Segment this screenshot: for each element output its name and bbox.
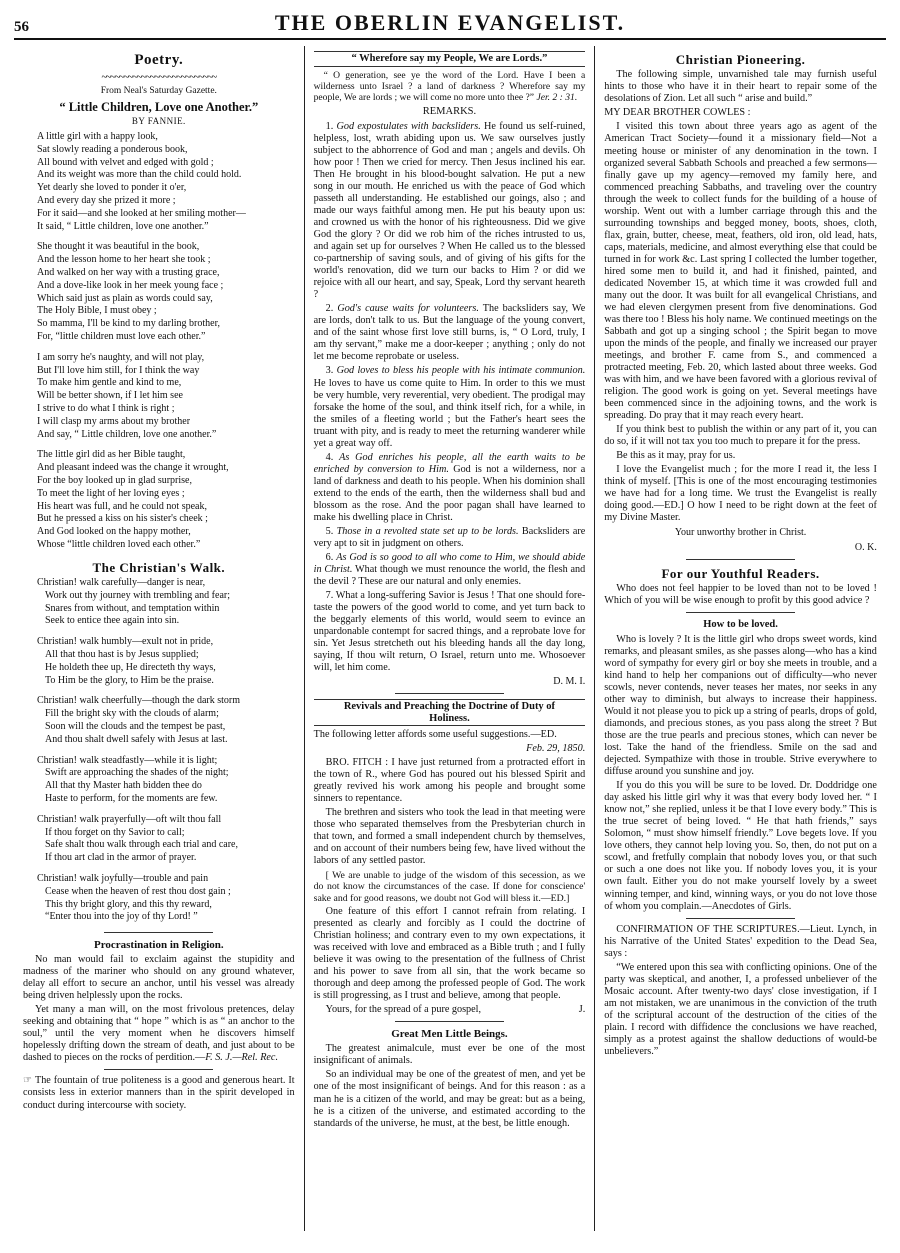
poem-line: This thy bright glory, and this thy reward, xyxy=(45,898,212,910)
revivals-para-3: One feature of this effort I cannot refrain from relating. I presented as clearly and forcibly as I could the doctrine of Christian holiness; and contrary even to my own expectations, it was received with love and embraced as a Bible truth ; and I fully believe it was owing to the presentation of the fullness of Christ and his power to save from all sin, that the work became so thorough and deep among the professed people of God. The work is still progressing, as I trust and believe, among that people. xyxy=(313,906,586,1002)
poem-line: And walked on her way with a trusting grace, xyxy=(37,267,220,279)
hand-pointer-icon: ☞ xyxy=(23,1075,32,1087)
poem-line: If thou forget on thy Savior to call; xyxy=(45,826,185,838)
poem-line: And its weight was more than the child could hold. xyxy=(37,169,242,181)
poem-stanza xyxy=(37,814,295,865)
poem-line: Christian! walk steadfastly—while it is light; xyxy=(37,754,218,766)
divider xyxy=(686,918,795,919)
item-lead: God's cause waits for volunteers. xyxy=(337,303,479,315)
poem-line: Fill the bright sky with the clouds of alarm; xyxy=(45,708,219,720)
poem-line: Christian! walk cheerfully—though the dark storm xyxy=(37,695,241,707)
masthead xyxy=(14,10,886,40)
item-text: What a long-suffering Savior is Jesus ! That one should fore-taste the powers of the good world to come, and yet turn back to the beggarly elements of this world, would seem to evince an unpardonable contempt for sacred things, and a reprobate love for sin. Yet Jesus stretcheth out his bleeding hands all the day long, saying, If thou wilt return, O Israel, return unto me. Whosoever will, let him come. xyxy=(313,590,586,674)
item-text: Backsliders are very apt to sit in judgment on others. xyxy=(313,525,586,549)
epigraph xyxy=(314,70,586,104)
poem-stanza xyxy=(37,131,295,233)
item-number: 6. xyxy=(325,551,334,563)
procrastination-heading: Procrastination in Religion. xyxy=(93,939,224,952)
item-lead: God expostulates with backsliders. xyxy=(336,120,481,132)
poem-byline: BY FANNIE. xyxy=(131,116,186,127)
poem-line: I strive to do what I think is right ; xyxy=(37,402,175,414)
revivals-heading-line1: Revivals and Preaching the Doctrine of Duty of xyxy=(343,701,556,713)
christian-pioneering-heading: Christian Pioneering. xyxy=(675,52,806,67)
confirmation-heading: CONFIRMATION OF THE SCRIPTURES. xyxy=(616,923,800,935)
item-text: God is not a wilderness, nor a land of darkness and death to his people. When his dominion shall extend to the ends of the earth, then the wilderness shall bud and blossom as the rose. And the poor pagan shall have learned to make his dwelling place in Christ. xyxy=(313,463,586,523)
poem-line: And a dove-like look in her meek young face ; xyxy=(37,279,224,291)
poem-line: To make him gentle and kind to me, xyxy=(37,377,182,389)
poem-stanza xyxy=(37,873,295,924)
procrastination-para-1: No man would fail to exclaim against the stupidity and madness of the mariner who should on any ground whatever, delay all effort to secure an anchor, until his vessel was already being driven helplessly upon the rocks. xyxy=(23,954,295,1002)
poem-line: Snares from without, and temptation within xyxy=(45,602,220,614)
poem-line: All bound with velvet and edged with gold ; xyxy=(37,156,214,168)
column-3 xyxy=(595,46,886,1231)
poem-line: But he pressed a kiss on his sister's cheek ; xyxy=(37,513,208,525)
remark-item-6 xyxy=(314,552,586,588)
poem-line: “Enter thou into the joy of thy Lord! ” xyxy=(45,911,198,923)
divider xyxy=(686,612,795,613)
politeness-text: The fountain of true politeness is a good and generous heart. It consists less in exterior manners than in the spirit developed in conduct during intercourse with society. xyxy=(23,1075,295,1111)
poem-line: Swift are approaching the shades of the night; xyxy=(45,767,229,779)
poem-line: And God looked on the happy mother, xyxy=(37,526,191,538)
poem-line: The little girl did as her Bible taught, xyxy=(37,449,186,461)
revivals-signature: J. xyxy=(578,1004,586,1016)
poem-stanza xyxy=(37,449,295,551)
divider xyxy=(686,559,795,560)
item-number: 1. xyxy=(325,120,334,132)
item-text: He loves to have us come quite to Him. In order to this we must be very humble, very reverential, very obedient. The prodigal may forsake the home of the soul, and think itself rich, for a while, in the smiles of a fleeting world ; but the Father's heart sees the truant with pity, and is ready to meet the returning wanderer while yet a great way off. xyxy=(313,377,586,449)
revivals-para-1: BRO. FITCH : I have just returned from a protracted effort in the town of R., where God has poured out his blessed Spirit and greatly revived his work among his people and brought some sinners to repentance. xyxy=(313,757,586,805)
item-number: 5. xyxy=(325,525,334,537)
poem-christians-walk xyxy=(37,577,295,924)
remark-item-2 xyxy=(314,303,586,363)
revivals-closing xyxy=(314,1004,586,1016)
item-text: What though we must renounce the world, the flesh and the devil ? These are our natural and only enemies. xyxy=(313,563,586,588)
poem-line: To Him be the glory, to Him be the praise. xyxy=(45,674,214,686)
poem-line: Whose “little children loved each other.” xyxy=(37,538,201,550)
item-text: He found us self-ruined, helpless, lost, wrath abiding upon us. We saw ourselves justly subject to the abhorrence of God and man ; angels and devils. Oh how poor ! Then we cried for mercy. Then Jesus inclined his ear. Then He brought in his blood-bought salvation. He put a new song in our mouth. He enriched us with the peace of God which passeth all understanding. He established our goings, also ; and made our ways faithful among men. He put his beauty upon us: and crowned us with the honor of his righteousness. Did we give God the glory ? Or did we rob him of the riches intrusted to us, and again set up for ourselves ? When He called us to the blessed co-partnership of saving souls, and of giving of his gifts for the world's renovation, did we turn our backs to Him ? or did we rejoice with all our heart, and say, Speak, Lord thy servant heareth ? xyxy=(313,120,586,301)
poem-line: For it said—and she looked at her smiling mother— xyxy=(37,207,246,219)
poem-line: Haste to perform, for the moments are few. xyxy=(45,793,218,805)
poem-credit: From Neal's Saturday Gazette. xyxy=(100,86,217,97)
remark-item-1 xyxy=(314,121,586,301)
revivals-editor-note: [ We are unable to judge of the wisdom of this secession, as we do not know the circumstances of the case. If done for conscience' sake and for good reasons, we doubt not God will bless it.—ED.] xyxy=(313,869,586,904)
remark-item-3 xyxy=(314,365,586,449)
poem-line: Cease when the heaven of rest thou dost gain ; xyxy=(45,885,231,897)
remark-item-4 xyxy=(314,452,586,524)
pioneering-body: I visited this town about three years ago as agent of the American Tract Society—found it a missionary field—Not a meeting house or minister of any denomination in the town. I organized several Sabbath Schools and preached a few sermons—finally gave up my agency—removed my family here, and commenced preaching Sabbaths, and traveling over the country through the week to collect funds for the building of a house of worship. Went out with a lumber carriage through this and the surrounding townships and begged money, boots, shoes, cloth, flax, grain, butter, cheese, meat, feathers, old iron, old lead, hats, caps, materials, medicine, and almost everything else that could be turned in for work &c. Last spring I collected the lumber together, hired some men to build it, and had it finished, painted, and dedicated November 15, at which time it was crowded full and many out the door. It was built for all evangelical Christians, and we had eleven clergymen present from five denominations. God was there too ! Bless his holy name. We continued meetings on the Sabbath and got up a singing school ; the Spirit began to move upon the minds of the people, and finally we increased our prayer meetings, and brother F. came from S., and commenced a protracted meeting, Feb. 20, which lasted about three weeks. God was with him, and we have been favored with a glorious revival of religion. The good work is going on yet. Several meetings have been commenced since in the adjoining towns, and the work is spreading. Do pray that it may reach every heart. xyxy=(604,121,877,422)
page-number: 56 xyxy=(14,19,29,35)
item-text: The backsliders say, We are lords, don't talk to us. But the language of the young convert, and of the saint whose first love still burns, is, “ O Lord, truly, I am thy servant,” make me a door-keeper ; anything ; only do not let me become reprobate or useless. xyxy=(313,303,586,363)
revivals-dateline: Feb. 29, 1850. xyxy=(526,743,586,755)
ornament-rule: ~~~~~~~~~~~~~~~~~~~~~~~~~~ xyxy=(101,71,217,83)
pioneering-intro: The following simple, unvarnished tale may furnish useful hints to those who have it in their heart to repair some of the desolations of Zion. Let all such “ arise and build.” xyxy=(604,69,877,105)
poem-line: Sat slowly reading a ponderous book, xyxy=(37,143,188,155)
pioneering-closing: Your unworthy brother in Christ. xyxy=(674,527,807,539)
poem-line: All that thou hast is by Jesus supplied; xyxy=(45,649,199,661)
christians-walk-heading: The Christian's Walk. xyxy=(92,559,226,575)
wherefore-banner: “ Wherefore say my People, We are Lords.” xyxy=(314,51,586,67)
poem-line: Work out thy journey with trembling and fear; xyxy=(45,589,230,601)
revivals-closing-text: Yours, for the spread of a pure gospel, xyxy=(325,1004,482,1016)
politeness-note xyxy=(23,1075,295,1111)
poetry-heading: Poetry. xyxy=(134,52,184,68)
divider xyxy=(395,693,504,694)
poem-little-children xyxy=(37,131,295,552)
beloved-para-2: If you do this you will be sure to be loved. Dr. Doddridge one day asked his little girl why it was that every body loved her. “ I know not,” she replied, unless it be that I love every body.” This is the true secret of being loved. “ He that hath friends,” says Solomon, “ must show himself friendly.” Love begets love. If you love others, they cannot help loving you. So, then, do not put on a scowl, and fretfully complain that nobody loves you, or that such or such a one does not like you. If nobody loves you, it is your own fault. Either you do not make yourself lovely by a sweet winning temper, and kind, winning ways, or you do not love those of whom you complain.—Anecdotes of Girls. xyxy=(604,780,877,912)
divider xyxy=(104,932,213,933)
poem-line: It said, “ Little children, love one another.” xyxy=(37,220,209,232)
poem-line: Yet dearly she loved to ponder it o'er, xyxy=(37,182,187,194)
item-number: 7. xyxy=(325,590,334,602)
poem-line: And pleasant indeed was the change it wrought, xyxy=(37,462,229,474)
poem-line: I am sorry he's naughty, and will not play, xyxy=(37,351,205,363)
divider xyxy=(395,1021,504,1022)
column-2 xyxy=(305,46,596,1231)
item-lead: As God is so good to all who come to Him, we should abide in Christ. xyxy=(313,551,586,575)
great-men-para-2: So an individual may be one of the greatest of men, and yet be one of the most insignificant of beings. And for this reason : as a man he is a citizen of the world, and may be great: but as a being, he is a citizen of the universe, and estimated according to the standards of the universe, he must, at the best, be little enough. xyxy=(313,1069,586,1129)
poem-title: “ Little Children, Love one Another.” xyxy=(59,99,259,114)
procrastination-para-2 xyxy=(23,1004,295,1064)
item-number: 3. xyxy=(325,365,334,377)
how-to-be-loved-heading: How to be loved. xyxy=(703,619,778,631)
poem-line: And thou shalt dwell safely with Jesus at last. xyxy=(45,733,228,745)
beloved-para-1: Who is lovely ? It is the little girl who drops sweet words, kind remarks, and pleasant smiles, as she passes along—who has a kind word of sympathy for every girl or boy she meets in trouble, and a kind hand to help her companions out of difficulty—who never scowls, never contends, never teases her mates, nor seeks in any other way to diminish, but always to increase their happiness. Would it not please you to pick up a string of pearls, drops of gold, diamonds, and precious stones, as you pass along the street ? But those are the true pearls and precious stones, which can never be lost. Take the hand of the friendless. Smile on the sad and dejected. Sympathize with those in trouble. Strive everywhere to diffuse around you sunshine and joy. xyxy=(604,633,877,778)
confirmation-item xyxy=(604,924,877,960)
poem-line: If thou art clad in the armor of prayer. xyxy=(45,852,197,864)
pioneering-signature: O. K. xyxy=(854,542,877,554)
poem-stanza xyxy=(37,755,295,806)
poem-line: Christian! walk joyfully—trouble and pain xyxy=(37,873,209,885)
epigraph-reference: Jer. 2 : 31. xyxy=(536,92,578,104)
confirmation-body: “We entered upon this sea with conflicting opinions. One of the party was skeptical, and another, I, a professed unbeliever of the Mosaic account. After twenty-two days' close investigation, if I am not mistaken, we are unanimous in the conviction of the truth of the scriptural account of the destruction of the cities of the plain. I record with diffidence the conclusions we have reached, simply as a protest against the shallow deductions of would-be unbelievers.” xyxy=(604,961,877,1057)
poem-line: For the boy looked up in glad surprise, xyxy=(37,474,192,486)
poem-line: Christian! walk humbly—exult not in pride, xyxy=(37,636,214,648)
poem-line: And say, “ Little children, love one another.” xyxy=(37,428,217,440)
item-number: 2. xyxy=(325,303,334,315)
poem-line: I will clasp my arms about my brother xyxy=(37,415,191,427)
revivals-heading-line2: Holiness. xyxy=(429,712,470,724)
revivals-para-2: The brethren and sisters who took the lead in that meeting were those who separated themselves from the Presbyterian church in that town, and formed a small independent church by themselves, and on account of their numbers being few, have lived without the labors of any settled pastor. xyxy=(313,807,586,867)
youthful-intro: Who does not feel happier to be loved than not to be loved ! Which of you will be wise enough to profit by this good advice ? xyxy=(604,583,877,607)
salutation-text: MY DEAR BROTHER COWLES : xyxy=(604,107,751,119)
poem-line: Which said just as plain as words could say, xyxy=(37,292,213,304)
remark-item-7 xyxy=(314,590,586,674)
poem-line: For, “little children must love each other.” xyxy=(37,331,206,342)
pioneering-salutation xyxy=(604,107,877,119)
poem-line: A little girl with a happy look, xyxy=(37,131,158,143)
poem-stanza xyxy=(37,695,295,746)
poem-line: Soon will the clouds and the tempest be past, xyxy=(45,721,226,733)
poem-line: And the lesson home to her heart she took ; xyxy=(37,254,211,266)
revivals-heading xyxy=(314,699,586,726)
confirmation-lead: —Lieut. Lynch, in his Narrative of the United States' expedition to the Dead Sea, says : xyxy=(604,923,877,959)
revivals-intro: The following letter affords some useful suggestions.—ED. xyxy=(313,729,557,741)
pioneering-body-4: I love the Evangelist much ; for the more I read it, the less I think of myself. [This is one of the most encouraging testimonies we have had for a long time. We trust the Evangelist is really doing good.—ED.] O how I need to be right down at the feet of my Divine Master. xyxy=(604,464,877,524)
poem-line: She thought it was beautiful in the book, xyxy=(37,241,200,253)
poem-line: Will be better shown, if I let him see xyxy=(37,390,183,402)
great-men-heading: Great Men Little Beings. xyxy=(391,1028,508,1041)
poem-line: Seek to entice thee again into sin. xyxy=(45,615,180,627)
pioneering-body-2: If you think best to publish the within or any part of it, you can do so, if it will not tax you too much to prepare it for the press. xyxy=(604,424,877,448)
poem-line: To meet the light of her loving eyes ; xyxy=(37,487,185,499)
poem-line: So mamma, I'll be kind to my darling brother, xyxy=(37,318,221,330)
remarks-heading: REMARKS. xyxy=(422,106,477,118)
remarks-signature: D. M. I. xyxy=(553,676,586,688)
divider xyxy=(104,1069,213,1070)
poem-stanza xyxy=(37,352,295,442)
poem-line: But I'll love him still, for I think the way xyxy=(37,364,200,376)
pioneering-body-3: Be this as it may, pray for us. xyxy=(616,450,736,462)
poem-line: The Holy Bible, I must obey ; xyxy=(37,305,157,317)
poem-line: Safe shalt thou walk through each trial and care, xyxy=(45,839,238,851)
youthful-readers-heading: For our Youthful Readers. xyxy=(661,566,820,582)
poem-line: His heart was full, and he could not speak, xyxy=(37,500,207,512)
epigraph-text: “ O generation, see ye the word of the Lord. Have I been a wilderness unto Israel ? a land of darkness ? Wherefore say my people, We are lords ; we will come no more unto thee ?” xyxy=(313,69,586,104)
poem-line: Christian! walk prayerfully—oft wilt thou fall xyxy=(37,813,222,825)
poem-line: And every day she prized it more ; xyxy=(37,195,176,207)
paper-title: THE OBERLIN EVANGELIST. xyxy=(274,10,626,35)
remark-item-5 xyxy=(314,526,586,550)
poem-stanza xyxy=(37,577,295,628)
column-1 xyxy=(14,46,305,1231)
item-lead: Those in a revolted state set up to be lords. xyxy=(336,525,519,537)
poem-stanza xyxy=(37,636,295,687)
item-number: 4. xyxy=(325,451,334,463)
item-lead: God loves to bless his people with his intimate communion. xyxy=(336,365,586,377)
columns-container xyxy=(14,46,886,1231)
procrastination-text: Yet many a man will, on the most frivolous pretences, delay seeking and obtaining that “ hope ” which is as “ an anchor to the soul,” until the very moment when he discovers himself hopelessly drifting down the stream of death, and just about to be dashed to pieces on the rocks of perdition.— xyxy=(23,1004,295,1064)
great-men-para-1: The greatest animalcule, must ever be one of the most insignificant of animals. xyxy=(313,1043,586,1067)
poem-line: He holdeth thee up, He directeth thy ways, xyxy=(45,661,216,673)
poem-line: Christian! walk carefully—danger is near, xyxy=(37,577,206,589)
item-lead: As God enriches his people, all the earth waits to be enriched by conversion to Him. xyxy=(313,451,586,475)
poem-stanza xyxy=(37,241,295,343)
procrastination-source: F. S. J.—Rel. Rec. xyxy=(205,1052,279,1064)
poem-line: All that thy Master hath bidden thee do xyxy=(45,780,202,792)
